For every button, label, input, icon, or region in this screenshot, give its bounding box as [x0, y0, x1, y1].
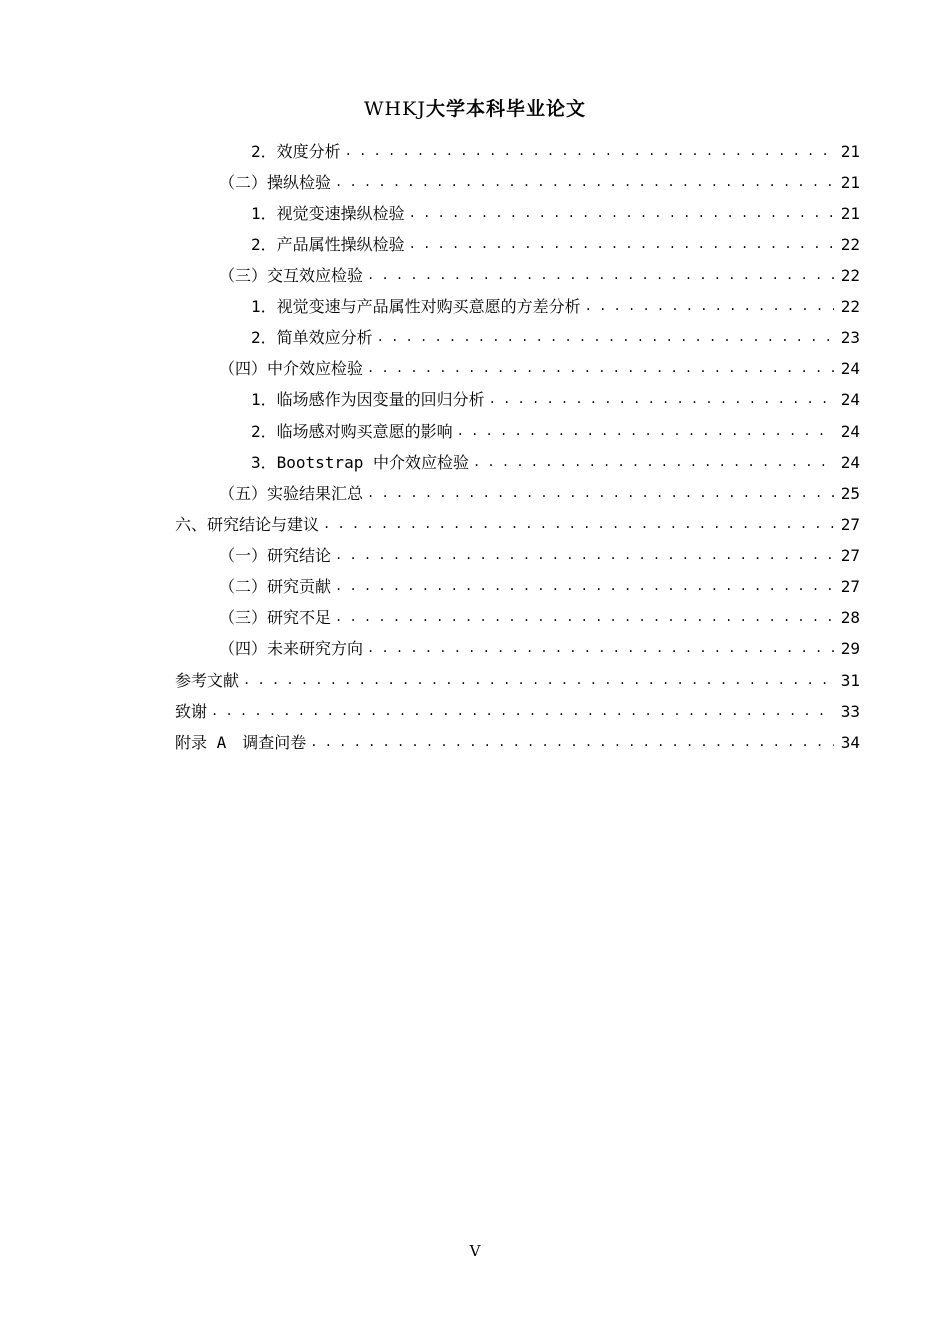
toc-dot-leader: [335, 604, 834, 630]
toc-entry[interactable]: [219, 481, 860, 507]
toc-entry-title: 3．Bootstrap 中介效应检验: [251, 453, 469, 472]
toc-dot-leader: [211, 698, 834, 724]
page-number: V: [469, 1242, 481, 1260]
toc-entry-title: 1．临场感作为因变量的回归分析: [251, 390, 485, 409]
toc-entry-page: 25: [840, 484, 860, 503]
toc-entry[interactable]: [219, 170, 860, 196]
toc-entry-title: 1．视觉变速与产品属性对购买意愿的方差分析: [251, 297, 581, 316]
toc-entry[interactable]: [219, 356, 860, 382]
toc-entry[interactable]: [251, 294, 860, 320]
toc-entry-page: 24: [840, 390, 860, 409]
toc-entry-title: 2．临场感对购买意愿的影响: [251, 422, 453, 441]
toc-entry-title: 1．视觉变速操纵检验: [251, 204, 405, 223]
toc-entry[interactable]: [251, 419, 860, 445]
toc-entry-title: （四）未来研究方向: [219, 639, 364, 658]
toc-entry-title: （三）交互效应检验: [219, 266, 364, 285]
toc-entry-title: （五）实验结果汇总: [219, 484, 364, 503]
toc-entry-title: 2．效度分析: [251, 142, 341, 161]
toc-entry-title: 2．简单效应分析: [251, 328, 373, 347]
toc-dot-leader: [409, 231, 834, 257]
toc-dot-leader: [335, 573, 834, 599]
page-header: [0, 94, 950, 121]
toc-entry-page: 24: [840, 453, 860, 472]
toc-entry-title: （二）研究贡献: [219, 577, 332, 596]
toc-entry-page: 21: [840, 142, 860, 161]
toc-dot-leader: [367, 262, 834, 288]
toc-entry[interactable]: [251, 325, 860, 351]
toc-entry-title: 参考文献: [175, 671, 240, 690]
toc-entry-page: 22: [840, 266, 860, 285]
toc-entry-title: （三）研究不足: [219, 608, 332, 627]
toc-dot-leader: [367, 635, 834, 661]
toc-entry[interactable]: [175, 512, 860, 538]
toc-entry-page: 24: [840, 422, 860, 441]
toc-entry-page: 33: [840, 702, 860, 721]
toc-entry[interactable]: [219, 605, 860, 631]
toc-entry-title: 附录 A 调查问卷: [175, 733, 307, 752]
toc-entry-page: 27: [840, 546, 860, 565]
toc-dot-leader: [367, 355, 834, 381]
toc-entry-page: 22: [840, 235, 860, 254]
toc-entry[interactable]: [219, 263, 860, 289]
toc-entry-page: 21: [840, 204, 860, 223]
toc-dot-leader: [335, 169, 834, 195]
toc-entry-page: 23: [840, 328, 860, 347]
toc-entry-title: （二）操纵检验: [219, 173, 332, 192]
toc-entry[interactable]: [251, 450, 860, 476]
toc-dot-leader: [243, 667, 834, 693]
toc-entry-page: 22: [840, 297, 860, 316]
toc-entry-title: 六、研究结论与建议: [175, 515, 320, 534]
toc-entry[interactable]: [251, 201, 860, 227]
toc-entry-page: 21: [840, 173, 860, 192]
toc-entry-page: 27: [840, 515, 860, 534]
toc-entry[interactable]: [251, 139, 860, 165]
header-latin: WHKJ: [364, 98, 426, 120]
toc-entry[interactable]: [251, 232, 860, 258]
toc-dot-leader: [409, 200, 834, 226]
toc-entry[interactable]: [175, 668, 860, 694]
toc-entry-title: 2．产品属性操纵检验: [251, 235, 405, 254]
toc-dot-leader: [367, 480, 834, 506]
toc-entry-page: 31: [840, 671, 860, 690]
toc-dot-leader: [335, 542, 834, 568]
toc-dot-leader: [323, 511, 834, 537]
toc-entry-page: 28: [840, 608, 860, 627]
toc-entry[interactable]: [175, 730, 860, 756]
toc-entry-page: 34: [840, 733, 860, 752]
toc-entry-page: 24: [840, 359, 860, 378]
toc-entry-page: 27: [840, 577, 860, 596]
header-title: 大学本科毕业论文: [425, 98, 586, 120]
toc-entry-title: （四）中介效应检验: [219, 359, 364, 378]
toc-entry[interactable]: [219, 636, 860, 662]
toc-dot-leader: [489, 386, 834, 412]
toc-entry-title: （一）研究结论: [219, 546, 332, 565]
toc-dot-leader: [377, 324, 834, 350]
toc-dot-leader: [457, 418, 834, 444]
toc-entry-title: 致谢: [175, 702, 208, 721]
toc-dot-leader: [473, 449, 834, 475]
toc-entry-page: 29: [840, 639, 860, 658]
toc-dot-leader: [345, 138, 834, 164]
toc-dot-leader: [310, 729, 834, 755]
toc-entry[interactable]: [219, 543, 860, 569]
toc-dot-leader: [585, 293, 834, 319]
toc-entry[interactable]: [219, 574, 860, 600]
toc-entry[interactable]: [175, 699, 860, 725]
toc-entry[interactable]: [251, 387, 860, 413]
